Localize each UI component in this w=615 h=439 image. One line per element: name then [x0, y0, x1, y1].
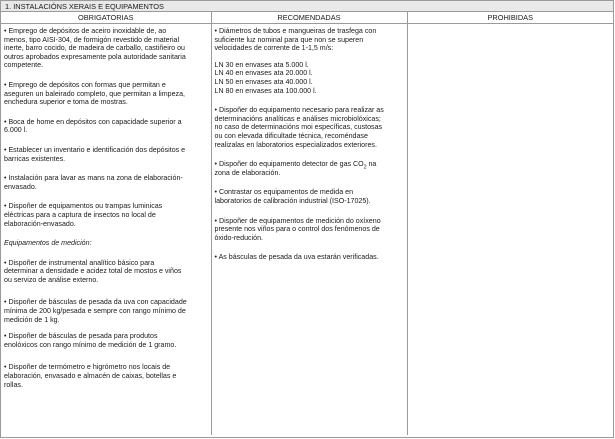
list-item-co2: [215, 160, 403, 177]
column-header-row: [1, 12, 613, 24]
list-item: • Dispoñer de básculas de pesada da uva con capacidade mínima de 200 kg/pesada e sempre con rango mínimo de medición de 1 kg.: [4, 298, 187, 324]
list-item: • Dispoñer de equipamentos ou trampas luminicas eléctricas para a captura de insectos no local de elaboración-envasado.: [4, 202, 163, 228]
diameter-line: LN 40 en envases ata 20.000 l.: [214, 69, 313, 78]
content-row: [1, 24, 613, 435]
recomendadas-cell: [211, 24, 407, 435]
list-item: • Dispoñer do equipamento necesario para realizar as determinacións analíticas e análises microbiolóxicas; no caso de determinacións moi específicas, custosas ou con elevada dificultade técnica, recoméndase realizalas en laboratorios especializados exteriores.: [214, 106, 384, 149]
co2-text-suffix: na zona de elaboración.: [214, 160, 377, 177]
list-item: • Diámetros de tubos e mangueiras de trasfega con suficiente luz nominal para que non se superen velocidades de corrente de 1-1,5 m/s:: [214, 27, 377, 53]
obrigatorias-cell: [1, 24, 211, 435]
section-title: 1. INSTALACIÓNS XERAIS E EQUIPAMENTOS: [1, 1, 613, 12]
list-item: • Boca de home en depósitos con capacidade superior a 6.000 l.: [4, 117, 182, 135]
co2-text-prefix: • Dispoñer do equipamento detector de gas CO: [214, 160, 364, 169]
diameter-line: LN 50 en envases ata 40.000 l.: [214, 77, 313, 86]
column-header-obrigatorias: OBRIGATORIAS: [1, 12, 211, 24]
column-header-prohibidas: PROHIBIDAS: [407, 12, 613, 24]
measurement-subheading: Equipamentos de medición:: [4, 239, 92, 248]
diameter-line: LN 80 en envases ata 100.000 l.: [214, 86, 317, 95]
list-item: • Dispoñer de instrumental analítico básico para determinar a densidade e acidez total de mostos e viños ou servizo de análise externo.: [4, 258, 182, 284]
list-item: • As básculas de pesada da uva estarán verificadas.: [214, 253, 379, 262]
list-item: • Dispoñer de termómetro e higrómetro nos locais de elaboración, envasado e almacén de caixas, botellas e rollas.: [4, 363, 177, 389]
requirements-table: [1, 12, 613, 435]
diameter-line: LN 30 en envases ata 5.000 l.: [214, 60, 309, 69]
list-item: • Emprego de depósitos con formas que permitan e aseguren un baleirado completo, que permitan a limpeza, enchedura superior e toma de mostras.: [4, 80, 186, 107]
co2-subscript: 2: [363, 164, 367, 171]
list-item: • Instalación para lavar as mans na zona de elaboración- envasado.: [4, 174, 183, 191]
list-item: • Dispoñer de equipamentos de medición do oxíxeno presente nos viños para o control dos fenómenos de óxido-redución.: [214, 216, 381, 242]
list-item: • Contrastar os equipamentos de medida en laboratorios de calibración industrial (ISO-17025).: [214, 188, 371, 205]
prohibidas-cell: [407, 24, 613, 435]
column-header-recomendadas: RECOMENDADAS: [211, 12, 407, 24]
list-item: • Establecer un inventario e identificación dos depósitos e barricas existentes.: [4, 145, 186, 163]
list-item: • Dispoñer de básculas de pesada para produtos enolóxicos con rango mínimo de medición de 1 gramo.: [4, 332, 177, 349]
list-item: • Emprego de depósitos de aceiro inoxidable de, ao menos, tipo AISI-304, de formigón revestido de material inerte, barro cocido, de madeira de carballo, castiñeiro ou outros aprobados expresamente pola autoridade sanitaria competente.: [4, 27, 186, 70]
